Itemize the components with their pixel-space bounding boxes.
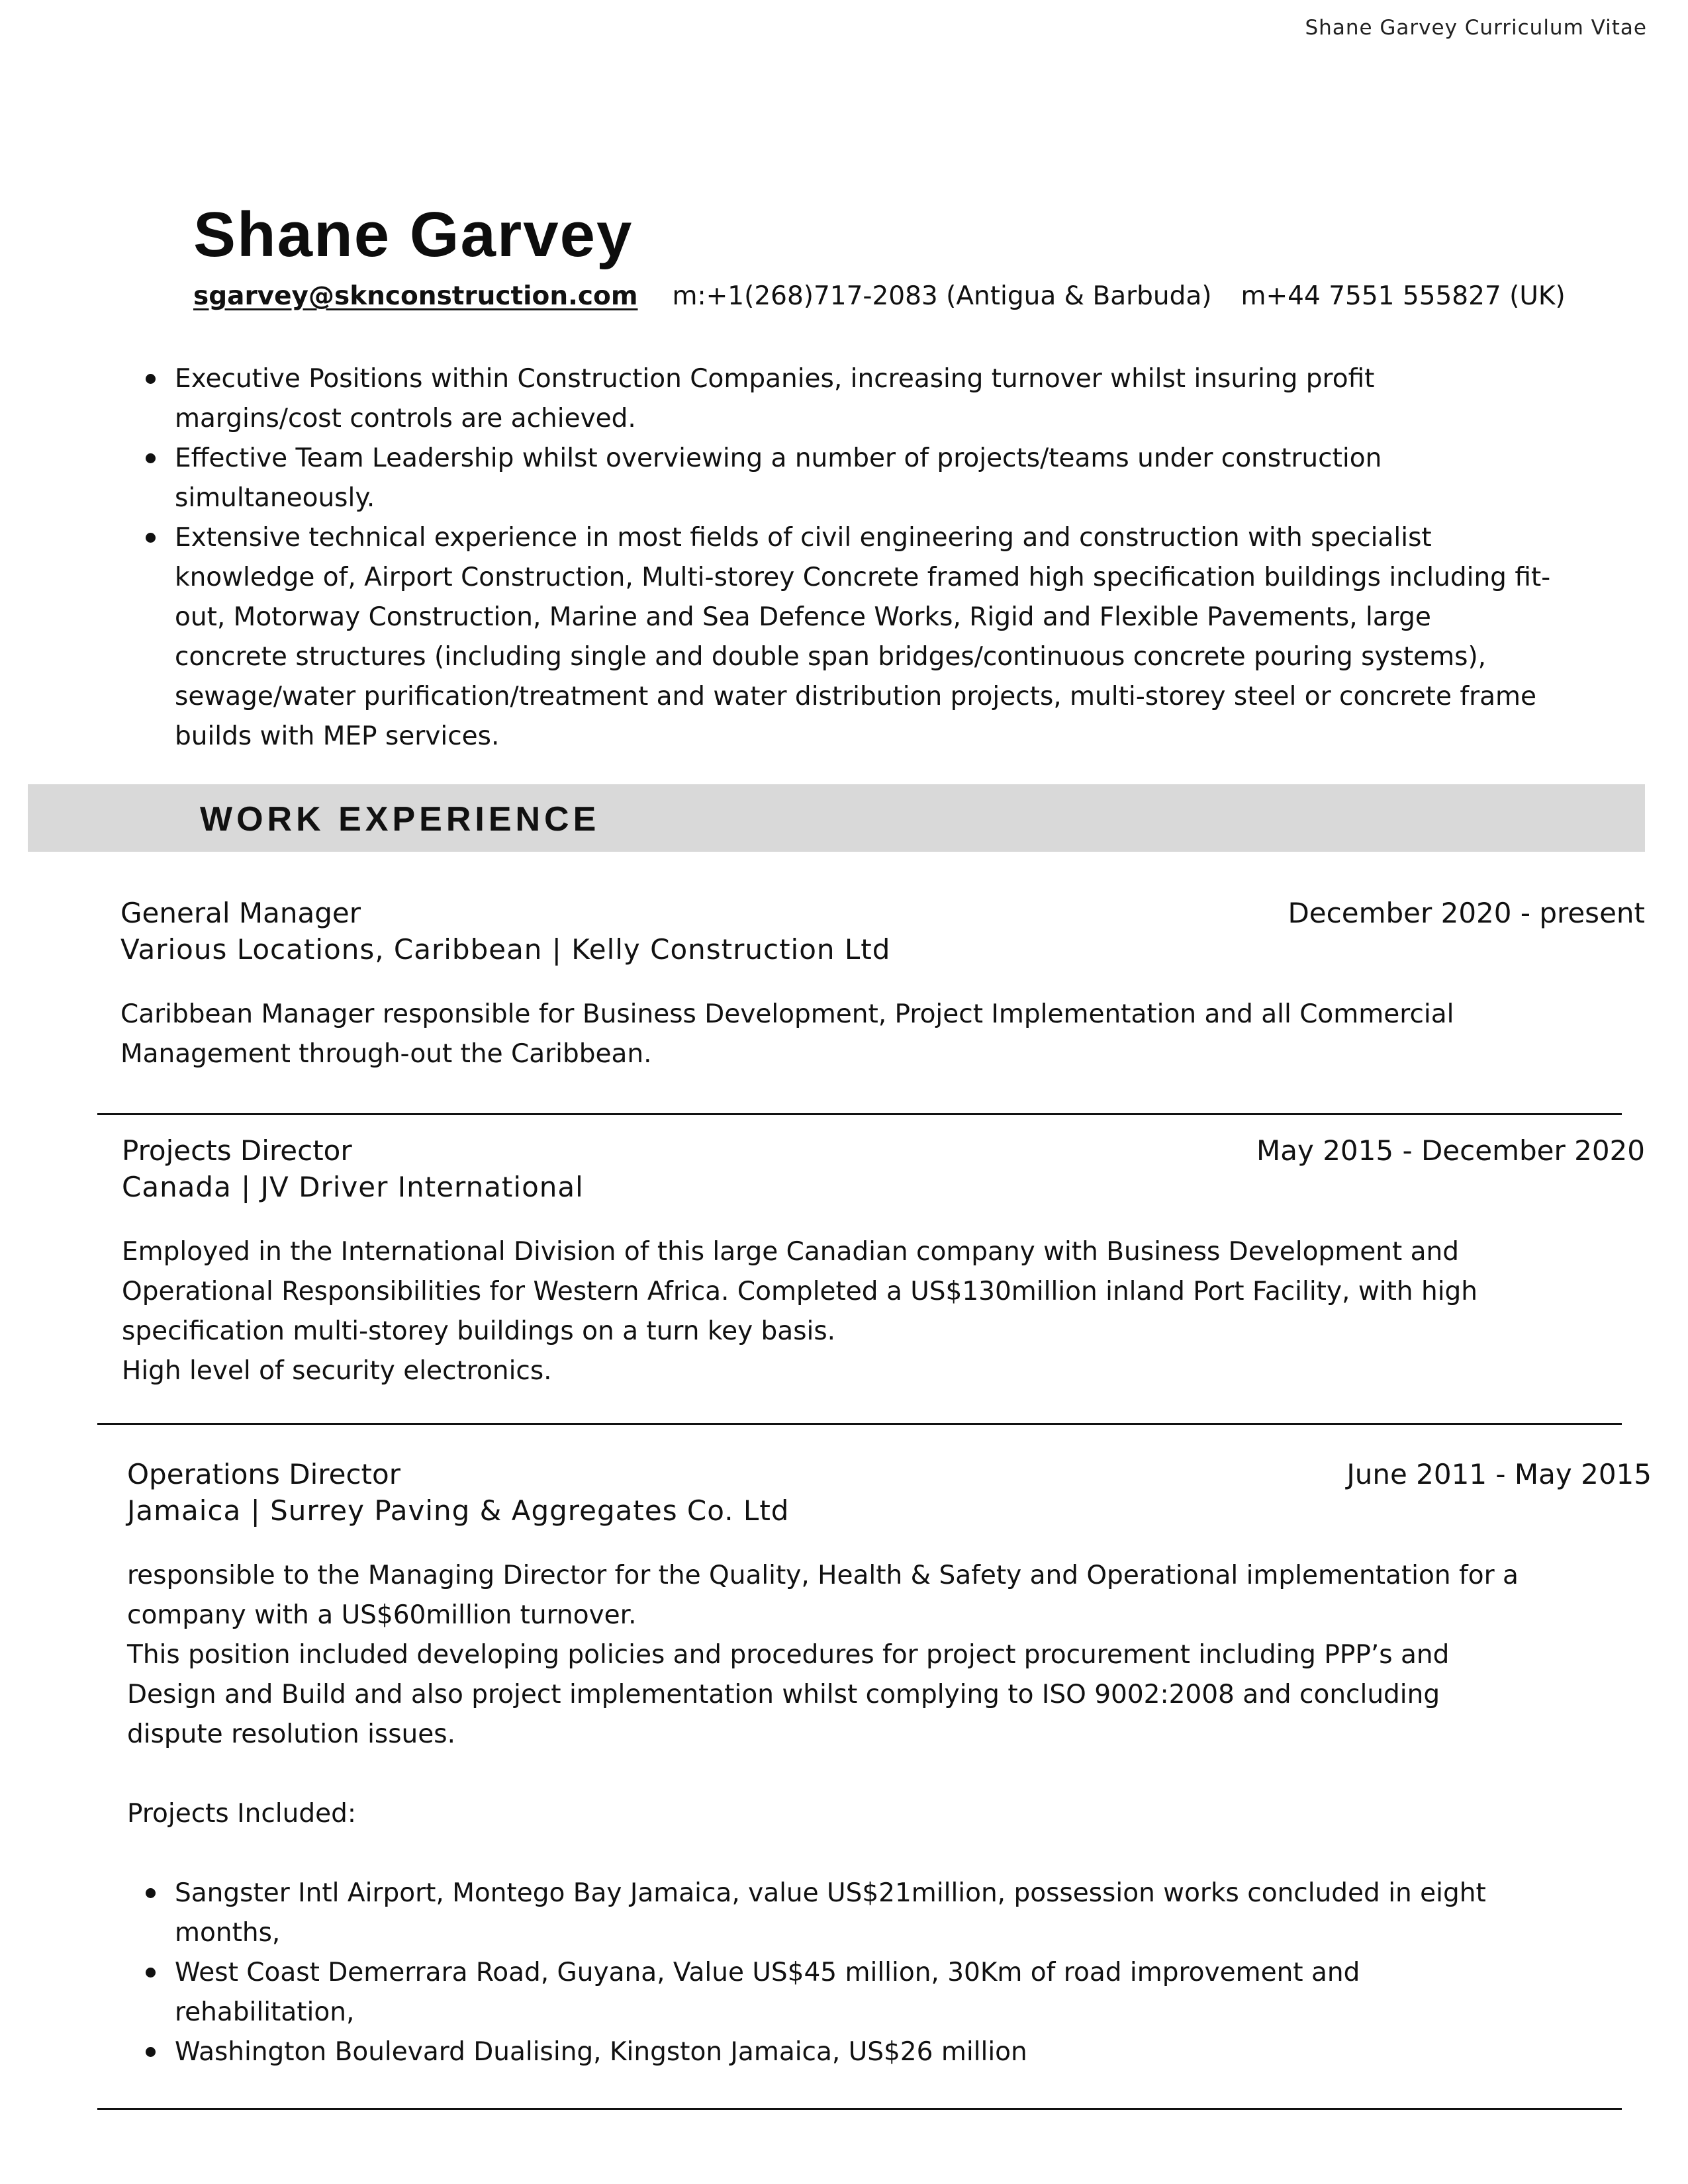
project-item: West Coast Demerrara Road, Guyana, Value US$45 million, 30Km of road improvement and rehabilitation,	[175, 1953, 1472, 2032]
job-title: Operations Director	[127, 1458, 400, 1490]
job-paragraph: High level of security electronics.	[122, 1356, 552, 1386]
divider	[97, 1113, 1622, 1115]
section-title: WORK EXPERIENCE	[200, 800, 600, 839]
summary-item: Extensive technical experience in most fields of civil engineering and construction with specialist knowledge of, Airport Construction, Multi-storey Concrete framed high specification buildings including fit-out, Motorway Construction, Marine and Sea Defence Works, Rigid and Flexible Pavements, large concrete structures (including single and double span bridges/continuous concrete pouring systems), sewage/water purification/treatment and water distribution projects, multi-storey steel or concrete frame builds with MEP services.	[175, 518, 1552, 756]
job-paragraph: responsible to the Managing Director for the Quality, Health & Safety and Operational implementation for a company with a US$60million turnover.	[127, 1561, 1519, 1630]
job-title: Projects Director	[122, 1134, 352, 1167]
email-link[interactable]: sgarvey@sknconstruction.com	[193, 281, 638, 311]
summary-list	[175, 359, 1552, 756]
job-dates: December 2020 - present	[1288, 897, 1645, 929]
job-paragraph: Caribbean Manager responsible for Business Development, Project Implementation and all Commercial Management through-out the Caribbean.	[120, 999, 1454, 1069]
job-location: Canada | JV Driver International	[122, 1171, 584, 1203]
contact-line	[193, 281, 1566, 311]
summary-item: Effective Team Leadership whilst overviewing a number of projects/teams under construction simultaneously.	[175, 439, 1419, 518]
phone-uk: m+44 7551 555827 (UK)	[1241, 281, 1566, 311]
running-header: Shane Garvey Curriculum Vitae	[1305, 16, 1647, 40]
job-location: Various Locations, Caribbean | Kelly Construction Ltd	[120, 933, 891, 966]
phone-antigua: m:+1(268)717-2083 (Antigua & Barbuda)	[672, 281, 1212, 311]
projects-intro: Projects Included:	[127, 1799, 357, 1829]
job-entry	[122, 1134, 1645, 1399]
candidate-name: Shane Garvey	[193, 199, 633, 270]
divider	[97, 1423, 1622, 1425]
job-paragraph: This position included developing policies and procedures for project procurement including PPP’s and Design and Build and also project implementation whilst complying to ISO 9002:2008 and concluding dispute resolution issues.	[127, 1640, 1450, 1749]
job-dates: June 2011 - May 2015	[1346, 1458, 1652, 1490]
project-item: Washington Boulevard Dualising, Kingston Jamaica, US$26 million	[175, 2032, 1512, 2072]
job-description	[122, 1232, 1538, 1391]
job-title: General Manager	[120, 897, 361, 929]
job-description	[120, 995, 1497, 1074]
job-description	[127, 1556, 1544, 2072]
divider	[97, 2108, 1622, 2110]
summary-item: Executive Positions within Construction Companies, increasing turnover whilst insuring profit margins/cost controls are achieved.	[175, 359, 1419, 439]
projects-list	[175, 1874, 1512, 2072]
project-item: Sangster Intl Airport, Montego Bay Jamaica, value US$21million, possession works concluded in eight months,	[175, 1874, 1512, 1953]
job-dates: May 2015 - December 2020	[1256, 1134, 1645, 1167]
job-paragraph: Employed in the International Division of this large Canadian company with Business Development and Operational Responsibilities for Western Africa. Completed a US$130million inland Port Facility, with high specification multi-storey buildings on a turn key basis.	[122, 1237, 1478, 1346]
job-entry	[120, 897, 1645, 1095]
job-location: Jamaica | Surrey Paving & Aggregates Co. Ltd	[127, 1494, 790, 1527]
job-entry	[127, 1458, 1652, 2087]
